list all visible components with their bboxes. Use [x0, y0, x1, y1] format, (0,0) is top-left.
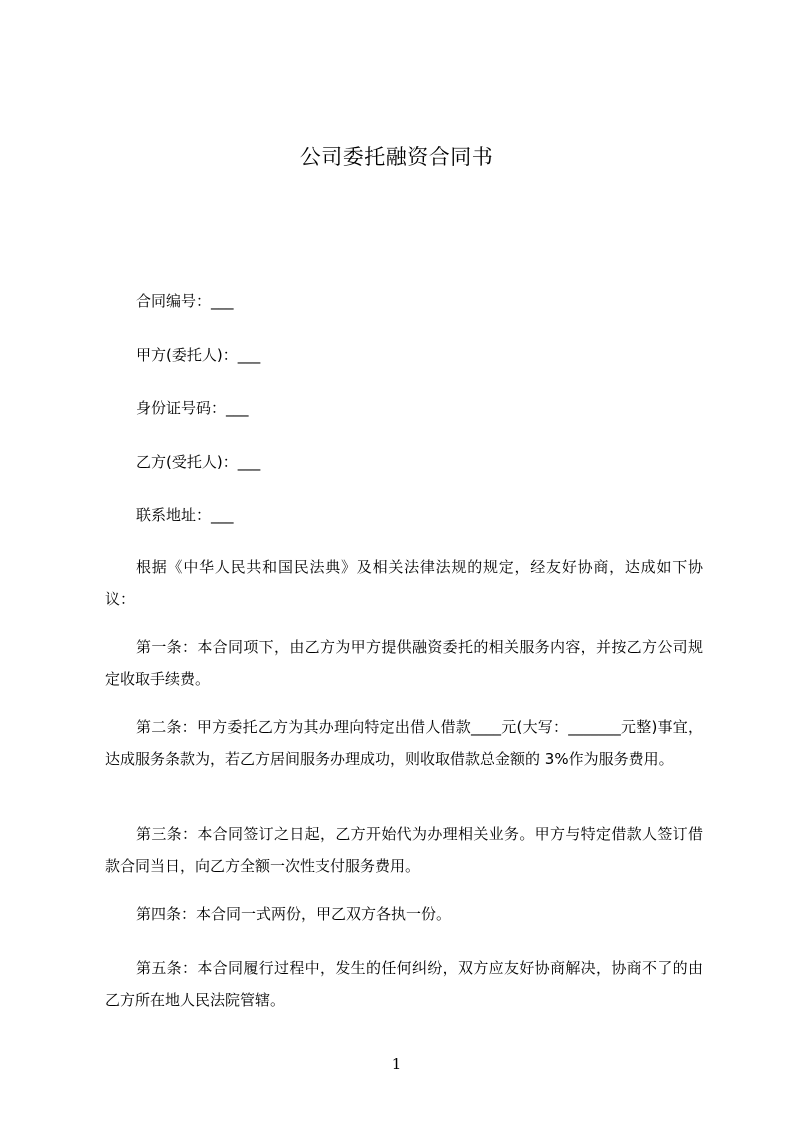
contract-number-field: 合同编号：___: [136, 292, 234, 310]
article-3-paragraph: 第三条：本合同签订之日起，乙方开始代为办理相关业务。甲方与特定借款人签订借款合同当日，向乙方全额一次性支付服务费用。: [105, 825, 703, 875]
article-1-paragraph: 第一条：本合同项下，由乙方为甲方提供融资委托的相关服务内容，并按乙方公司规定收取手续费。: [105, 638, 703, 688]
preamble-paragraph: 根据《中华人民共和国民法典》及相关法律法规的规定，经友好协商，达成如下协议：: [105, 558, 703, 608]
article-5-paragraph: 第五条：本合同履行过程中，发生的任何纠纷，双方应友好协商解决，协商不了的由乙方所在地人民法院管辖。: [105, 959, 703, 1009]
party-a-field: 甲方(委托人)：___: [136, 346, 261, 364]
id-number-field: 身份证号码：___: [136, 399, 249, 417]
article-4-paragraph: 第四条：本合同一式两份，甲乙双方各执一份。: [136, 905, 452, 923]
party-b-field: 乙方(受托人)：___: [136, 453, 261, 471]
article-2-paragraph: 第二条：甲方委托乙方为其办理向特定出借人借款____元(大写：_______元整)事宜，达成服务条款为，若乙方居间服务办理成功，则收取借款总金额的 3%作为服务费用。: [105, 718, 703, 768]
contact-address-field: 联系地址：___: [136, 506, 234, 524]
document-title: 公司委托融资合同书: [299, 145, 494, 169]
page-number: 1: [391, 1055, 402, 1073]
